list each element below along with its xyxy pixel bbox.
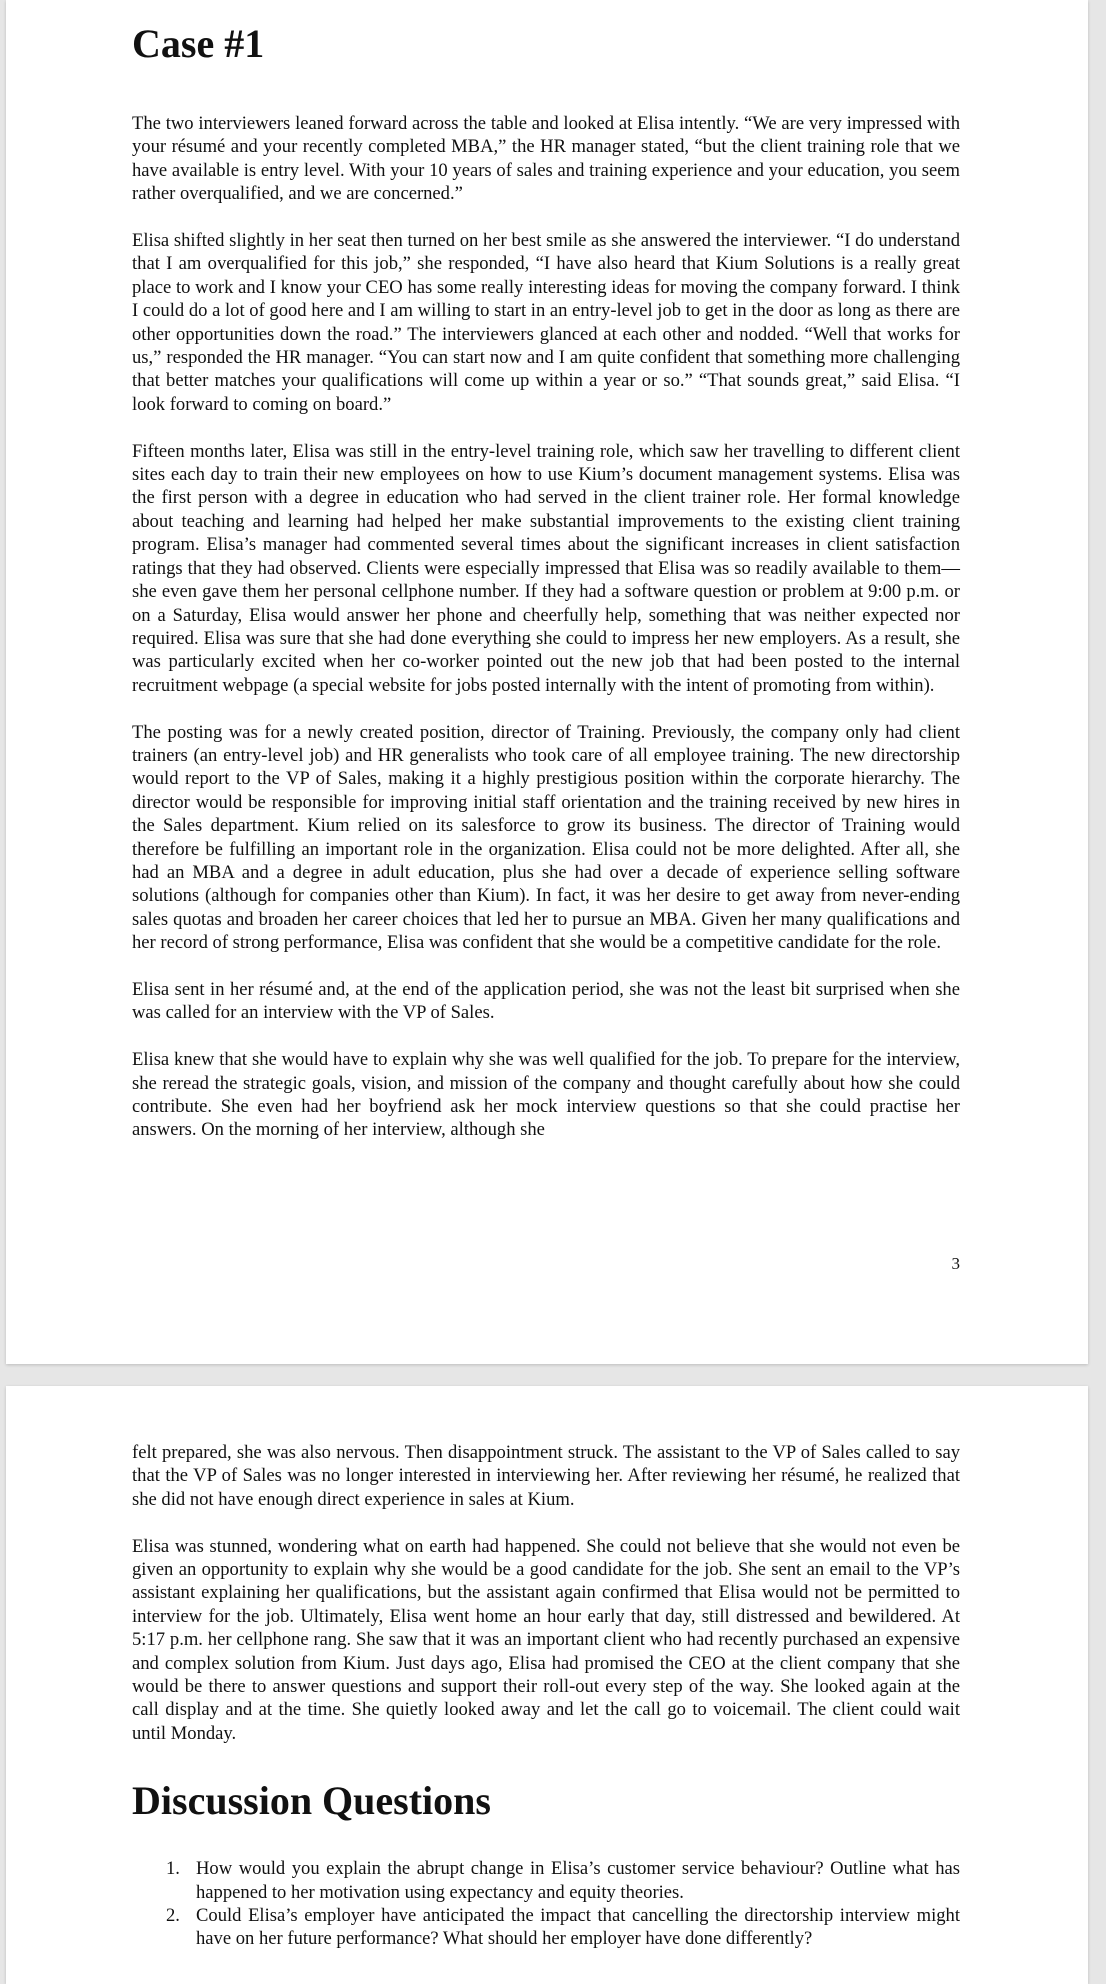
paragraph: The posting was for a newly created position, director of Training. Previously, the company only had client trainers (an entry-level job) and HR generalists who took care of all employee training. The new directorship would report to the VP of Sales, making it a highly prestigious position within the corporate hierarchy. The director would be responsible for improving initial staff orientation and the training received by new hires in the Sales department. Kium relied on its salesforce to grow its business. The director of Training would therefore be fulfilling an important role in the organization. Elisa could not be more delighted. After all, she had an MBA and a degree in adult education, plus she had over a decade of experience selling software solutions (although for companies other than Kium). In fact, it was her desire to get away from never-ending sales quotas and broaden her career choices that led her to pursue an MBA. Given her many qualifications and her record of strong performance, Elisa was confident that she would be a competitive candidate for the role. bbox=[132, 721, 960, 954]
document-page-1 bbox=[6, 0, 1088, 1364]
discussion-questions-heading: Discussion Questions bbox=[132, 1778, 491, 1824]
paragraph: Elisa shifted slightly in her seat then turned on her best smile as she answered the interviewer. “I do understand that I am overqualified for this job,” she responded, “I have also heard that Kium Solutions is a really great place to work and I know your CEO has some really interesting ideas for moving the company forward. I think I could do a lot of good here and I am willing to start in an entry-level job to get in the door as long as there are other opportunities down the road.” The interviewers glanced at each other and nodded. “Well that works for us,” responded the HR manager. “You can start now and I am quite confident that something more challenging that better matches your qualifications will come up within a year or so.” “That sounds great,” said Elisa. “I look forward to coming on board.” bbox=[132, 230, 960, 415]
page-2-content bbox=[132, 1441, 960, 1951]
paragraph: Elisa sent in her résumé and, at the end of the application period, she was not the least bit surprised when she was called for an interview with the VP of Sales. bbox=[132, 978, 960, 1024]
question-item bbox=[132, 1904, 960, 1951]
question-item bbox=[132, 1857, 960, 1904]
question-text: Could Elisa’s employer have anticipated the impact that cancelling the directorship interview might have on her future performance? What should her employer have done differently? bbox=[196, 1905, 960, 1950]
paragraph: felt prepared, she was also nervous. Then disappointment struck. The assistant to the VP of Sales called to say that the VP of Sales was no longer interested in interviewing her. After reviewing her résumé, he realized that she did not have enough direct experience in sales at Kium. bbox=[132, 1442, 960, 1510]
questions-list bbox=[132, 1857, 960, 1951]
question-number: 1. bbox=[166, 1858, 180, 1880]
page-number: 3 bbox=[951, 1254, 960, 1273]
paragraph: The two interviewers leaned forward across the table and looked at Elisa intently. “We are very impressed with your résumé and your recently completed MBA,” the HR manager stated, “but the client training role that we have available is entry level. With your 10 years of sales and training experience and your education, you seem rather overqualified, and we are concerned.” bbox=[132, 113, 960, 205]
page-1-content bbox=[132, 18, 960, 1142]
paragraph: Elisa was stunned, wondering what on earth had happened. She could not believe that she would not even be given an opportunity to explain why she would be a good candidate for the job. She sent an email to the VP’s assistant explaining her qualifications, but the assistant again confirmed that Elisa would not be permitted to interview for the job. Ultimately, Elisa went home an hour early that day, still distressed and bewildered. At 5:17 p.m. her cellphone rang. She saw that it was an important client who had recently purchased an expensive and complex solution from Kium. Just days ago, Elisa had promised the CEO at the client company that she would be there to answer questions and support their roll-out every step of the way. She looked again at the call display and at the time. She quietly looked away and let the call go to voicemail. The client could wait until Monday. bbox=[132, 1535, 960, 1744]
question-number: 2. bbox=[166, 1905, 180, 1927]
document-page-2 bbox=[6, 1386, 1088, 1984]
case-title: Case #1 bbox=[132, 21, 265, 66]
paragraph: Elisa knew that she would have to explain why she was well qualified for the job. To prepare for the interview, she reread the strategic goals, vision, and mission of the company and thought carefully about how she could contribute. She even had her boyfriend ask her mock interview questions so that she could practise her answers. On the morning of her interview, although she bbox=[132, 1049, 960, 1141]
question-text: How would you explain the abrupt change in Elisa’s customer service behaviour? Outline what has happened to her motivation using expectancy and equity theories. bbox=[196, 1858, 960, 1903]
paragraph: Fifteen months later, Elisa was still in the entry-level training role, which saw her travelling to different client sites each day to train their new employees on how to use Kium’s document management systems. Elisa was the first person with a degree in education who had served in the client trainer role. Her formal knowledge about teaching and learning had helped her make substantial improvements to the existing client training program. Elisa’s manager had commented several times about the significant increases in client satisfaction ratings that they had observed. Clients were especially impressed that Elisa was so readily available to them—she even gave them her personal cellphone number. If they had a software question or problem at 9:00 p.m. or on a Saturday, Elisa would answer her phone and cheerfully help, something that was neither expected nor required. Elisa was sure that she had done everything she could to impress her new employers. As a result, she was particularly excited when her co-worker pointed out the new job that had been posted to the internal recruitment webpage (a special website for jobs posted internally with the intent of promoting from within). bbox=[132, 440, 960, 696]
